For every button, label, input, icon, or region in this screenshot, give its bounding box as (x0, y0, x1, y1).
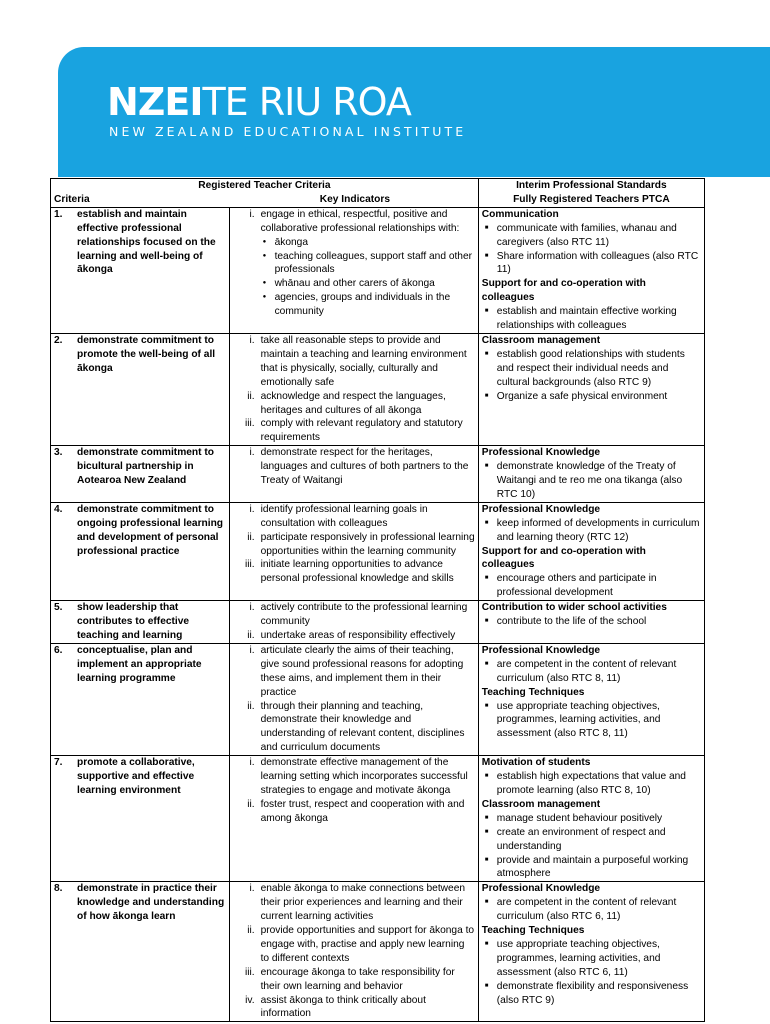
indicator-item (233, 700, 475, 756)
indicator-item (233, 558, 475, 586)
table-row (51, 333, 705, 445)
indicator-item (233, 446, 475, 488)
criteria-text: promote a collaborative, supportive and effective learning environment (77, 757, 195, 796)
standard-heading: Classroom management (481, 334, 601, 346)
bullet-icon: ● (262, 252, 267, 259)
criteria-cell (51, 207, 230, 333)
standard-item-text: provide and maintain a purposeful working atmosphere (496, 854, 689, 880)
standard-item (482, 250, 701, 278)
indicator-item (233, 417, 475, 445)
bullet-text: agencies, groups and individuals in the community (274, 292, 451, 318)
bullet-icon: ● (262, 280, 267, 287)
standard-heading: Motivation of students (481, 757, 591, 769)
criteria-cell (51, 446, 230, 503)
table-row (51, 502, 705, 600)
standard-item-text: establish and maintain effective working relationships with colleagues (496, 306, 677, 332)
indicators-cell (229, 756, 478, 882)
indicator-text: demonstrate effective management of the learning setting which incorporates successful strategies to engage and motivate ākonga (260, 757, 468, 796)
standard-item-text: create an environment of respect and understanding (496, 826, 666, 852)
indicator-item (233, 798, 475, 826)
standard-item-text: contribute to the life of the school (496, 616, 647, 628)
square-bullet-icon: ■ (484, 982, 489, 989)
criteria-table (50, 178, 705, 1022)
standard-item (482, 222, 701, 250)
indicator-text: comply with relevant regulatory and statutory requirements (260, 418, 463, 444)
bullet-icon: ● (262, 294, 267, 301)
square-bullet-icon: ■ (484, 814, 489, 821)
standard-item-text: Share information with colleagues (also RTC 11) (496, 250, 699, 276)
standards-cell (478, 502, 704, 600)
standard-item (482, 348, 701, 390)
indicator-text: take all reasonable steps to provide and maintain a teaching and learning environment that is physically, socially, culturally and emotionally safe (260, 334, 467, 388)
indicator-numeral: i. (249, 602, 255, 614)
header-right-cell (478, 179, 704, 208)
square-bullet-icon: ■ (484, 350, 489, 357)
standard-item (482, 770, 701, 798)
criteria-cell (51, 756, 230, 882)
indicator-numeral: ii. (247, 630, 255, 641)
bullet-text: teaching colleagues, support staff and other professionals (274, 250, 473, 276)
square-bullet-icon: ■ (484, 702, 489, 709)
indicator-numeral: i. (249, 757, 255, 769)
standard-heading: Teaching Techniques (481, 925, 585, 937)
criteria-label: Criteria (54, 193, 90, 205)
left-title: Registered Teacher Criteria (198, 180, 331, 191)
indicator-numeral: ii. (247, 390, 255, 402)
criteria-cell (51, 333, 230, 445)
indicator-text: actively contribute to the professional learning community (260, 602, 468, 628)
standards-cell (478, 601, 704, 644)
nzei-logo (107, 82, 411, 122)
standard-item-text: communicate with families, whanau and caregivers (also RTC 11) (496, 222, 677, 248)
indicator-item (233, 882, 475, 924)
criteria-number: 1. (54, 208, 63, 220)
indicator-numeral: ii. (247, 700, 255, 712)
bullet-text: whānau and other carers of ākonga (274, 278, 435, 290)
right-title-1: Interim Professional Standards (516, 180, 667, 191)
indicator-item (233, 334, 475, 390)
standards-cell (478, 333, 704, 445)
standard-item (482, 572, 701, 600)
criteria-cell (51, 502, 230, 600)
standard-item (482, 390, 701, 404)
indicator-text: acknowledge and respect the languages, heritages and cultures of all ākonga (260, 390, 446, 416)
indicator-text: through their planning and teaching, demonstrate their knowledge and understanding of relevant content, disciplines and curriculum documents (260, 700, 465, 754)
standard-item (482, 305, 701, 333)
indicators-cell (229, 643, 478, 755)
indicator-text: enable ākonga to make connections between their prior experiences and learning and their current learning activities (260, 883, 466, 923)
criteria-number: 2. (54, 334, 63, 346)
indicator-numeral: i. (249, 644, 255, 656)
indicator-numeral: iii. (244, 418, 255, 430)
criteria-number: 6. (54, 644, 63, 656)
indicator-numeral: ii. (247, 798, 255, 810)
square-bullet-icon: ■ (484, 575, 489, 582)
standard-heading: Professional Knowledge (481, 883, 601, 895)
logo-subtitle: NEW ZEALAND EDUCATIONAL INSTITUTE (109, 124, 467, 139)
criteria-number: 4. (54, 503, 63, 515)
square-bullet-icon: ■ (484, 308, 489, 315)
square-bullet-icon: ■ (484, 660, 489, 667)
bullet-icon: ● (262, 238, 267, 245)
standard-heading: Support for and co-operation with colleagues (481, 278, 646, 304)
criteria-number: 7. (54, 757, 63, 769)
bullet-text: ākonga (274, 236, 308, 248)
indicator-numeral: i. (249, 883, 255, 895)
indicator-text: initiate learning opportunities to advance personal professional knowledge and skills (260, 559, 454, 585)
table-row (51, 207, 705, 333)
criteria-text: demonstrate commitment to bicultural partnership in Aotearoa New Zealand (77, 447, 214, 487)
standard-heading: Professional Knowledge (481, 447, 601, 459)
square-bullet-icon: ■ (484, 392, 489, 399)
criteria-text: demonstrate in practice their knowledge and understanding of how ākonga learn (77, 883, 225, 923)
indicator-item (233, 390, 475, 418)
standard-item (482, 826, 701, 854)
criteria-cell (51, 601, 230, 644)
indicator-bullet (233, 291, 475, 319)
square-bullet-icon: ■ (484, 856, 489, 863)
indicator-text: demonstrate respect for the heritages, languages and cultures of both partners to the Treaty of Waitangi (260, 447, 469, 487)
indicator-text: encourage ākonga to take responsibility for their own learning and behavior (260, 966, 455, 992)
indicator-item (233, 994, 475, 1022)
criteria-text: demonstrate commitment to ongoing professional learning and development of personal professional practice (77, 503, 224, 557)
indicator-numeral: ii. (247, 925, 255, 937)
standard-item-text: use appropriate teaching objectives, programmes, learning activities, and assessment (also RTC 8, 11) (496, 700, 661, 740)
standard-item-text: are competent in the content of relevant curriculum (also RTC 8, 11) (496, 658, 677, 684)
indicator-numeral: i. (249, 503, 255, 515)
square-bullet-icon: ■ (484, 773, 489, 780)
standard-item (482, 517, 701, 545)
indicator-bullet (233, 277, 475, 291)
standard-item (482, 460, 701, 502)
criteria-text: demonstrate commitment to promote the well-being of all ākonga (77, 334, 216, 374)
indicator-numeral: iii. (244, 966, 255, 978)
indicator-item (233, 966, 475, 994)
indicator-item (233, 644, 475, 700)
standards-cell (478, 643, 704, 755)
indicators-cell (229, 502, 478, 600)
indicators-cell (229, 446, 478, 503)
standard-heading: Teaching Techniques (481, 686, 585, 698)
table-row (51, 446, 705, 503)
criteria-number: 5. (54, 602, 63, 614)
criteria-text: show leadership that contributes to effective teaching and learning (77, 602, 190, 641)
indicator-numeral: iv. (245, 994, 255, 1006)
indicator-text: assist ākonga to think critically about information (260, 994, 426, 1020)
standard-item-text: keep informed of developments in curriculum and learning theory (RTC 12) (496, 517, 700, 543)
right-title-2: Fully Registered Teachers PTCA (513, 193, 670, 205)
indicator-numeral: i. (249, 208, 255, 220)
header-left-cell (51, 179, 479, 208)
standards-cell (478, 446, 704, 503)
criteria-number: 3. (54, 447, 63, 459)
indicator-text: provide opportunities and support for ākonga to engage with, practise and apply new learning to different contexts (260, 925, 475, 964)
standard-item-text: use appropriate teaching objectives, programmes, learning activities, and assessment (also RTC 6, 11) (496, 938, 661, 978)
table-row (51, 643, 705, 755)
standard-item (482, 854, 701, 882)
indicator-numeral: i. (249, 447, 255, 459)
indicator-text: engage in ethical, respectful, positive and collaborative professional relationships with: (260, 208, 460, 234)
indicator-text: undertake areas of responsibility effectively (260, 630, 456, 641)
indicator-text: foster trust, respect and cooperation with and among ākonga (260, 798, 465, 824)
indicator-item (233, 756, 475, 798)
indicators-cell (229, 333, 478, 445)
square-bullet-icon: ■ (484, 899, 489, 906)
square-bullet-icon: ■ (484, 618, 489, 625)
indicator-item (233, 531, 475, 559)
standard-item-text: encourage others and participate in professional development (496, 573, 657, 599)
standard-item (482, 896, 701, 924)
indicator-item (233, 503, 475, 531)
table-row (51, 882, 705, 1022)
standard-item-text: establish high expectations that value and promote learning (also RTC 8, 10) (496, 771, 686, 796)
standard-heading: Contribution to wider school activities (481, 602, 667, 614)
table-row (51, 756, 705, 882)
standard-item (482, 812, 701, 826)
standard-heading: Classroom management (481, 798, 601, 810)
criteria-text: conceptualise, plan and implement an appropriate learning programme (77, 644, 202, 684)
logo-thin-text: TE RIU ROA (202, 80, 411, 124)
indicator-text: participate responsively in professional learning opportunities within the learning community (260, 531, 475, 557)
indicator-text: identify professional learning goals in consultation with colleagues (260, 503, 428, 529)
standard-heading: Professional Knowledge (481, 503, 601, 515)
standard-item (482, 615, 701, 629)
standard-item-text: are competent in the content of relevant curriculum (also RTC 6, 11) (496, 897, 677, 923)
indicator-bullet (233, 250, 475, 278)
square-bullet-icon: ■ (484, 224, 489, 231)
table-header-row (51, 179, 705, 208)
standard-heading: Support for and co-operation with colleagues (481, 545, 646, 571)
standard-item-text: manage student behaviour positively (496, 812, 663, 824)
indicator-text: articulate clearly the aims of their teaching, give sound professional reasons for adopting these aims, and implement them in their practice (260, 644, 464, 698)
criteria-cell (51, 643, 230, 755)
indicator-item (233, 629, 475, 643)
indicator-item (233, 601, 475, 629)
square-bullet-icon: ■ (484, 463, 489, 470)
square-bullet-icon: ■ (484, 252, 489, 259)
indicator-item (233, 208, 475, 236)
standard-item (482, 980, 701, 1008)
criteria-cell (51, 882, 230, 1022)
standard-item (482, 938, 701, 980)
standard-item (482, 700, 701, 742)
indicator-numeral: iii. (244, 559, 255, 571)
square-bullet-icon: ■ (484, 828, 489, 835)
criteria-text: establish and maintain effective professional relationships focused on the learning and well-being of ākonga (77, 208, 216, 276)
indicator-numeral: i. (249, 334, 255, 346)
square-bullet-icon: ■ (484, 940, 489, 947)
table-row (51, 601, 705, 644)
indicator-numeral: ii. (247, 531, 255, 543)
standards-cell (478, 207, 704, 333)
indicators-cell (229, 882, 478, 1022)
indicators-cell (229, 601, 478, 644)
square-bullet-icon: ■ (484, 519, 489, 526)
indicators-cell (229, 207, 478, 333)
criteria-number: 8. (54, 883, 63, 895)
standard-item (482, 658, 701, 686)
standard-item-text: demonstrate flexibility and responsiveness (also RTC 9) (496, 980, 689, 1006)
indicator-item (233, 924, 475, 966)
standard-heading: Communication (481, 208, 559, 220)
standard-heading: Professional Knowledge (481, 644, 601, 656)
standards-cell (478, 756, 704, 882)
standard-item-text: establish good relationships with students and respect their individual needs and cultural backgrounds (also RTC 9) (496, 348, 685, 388)
standard-item-text: demonstrate knowledge of the Treaty of Waitangi and te reo me ona tikanga (also RTC 10) (496, 461, 683, 500)
logo-bold-text: NZEI (107, 80, 203, 124)
standards-cell (478, 882, 704, 1022)
indicators-label: Key Indicators (319, 193, 390, 205)
indicator-bullet (233, 236, 475, 250)
standard-item-text: Organize a safe physical environment (496, 390, 668, 402)
